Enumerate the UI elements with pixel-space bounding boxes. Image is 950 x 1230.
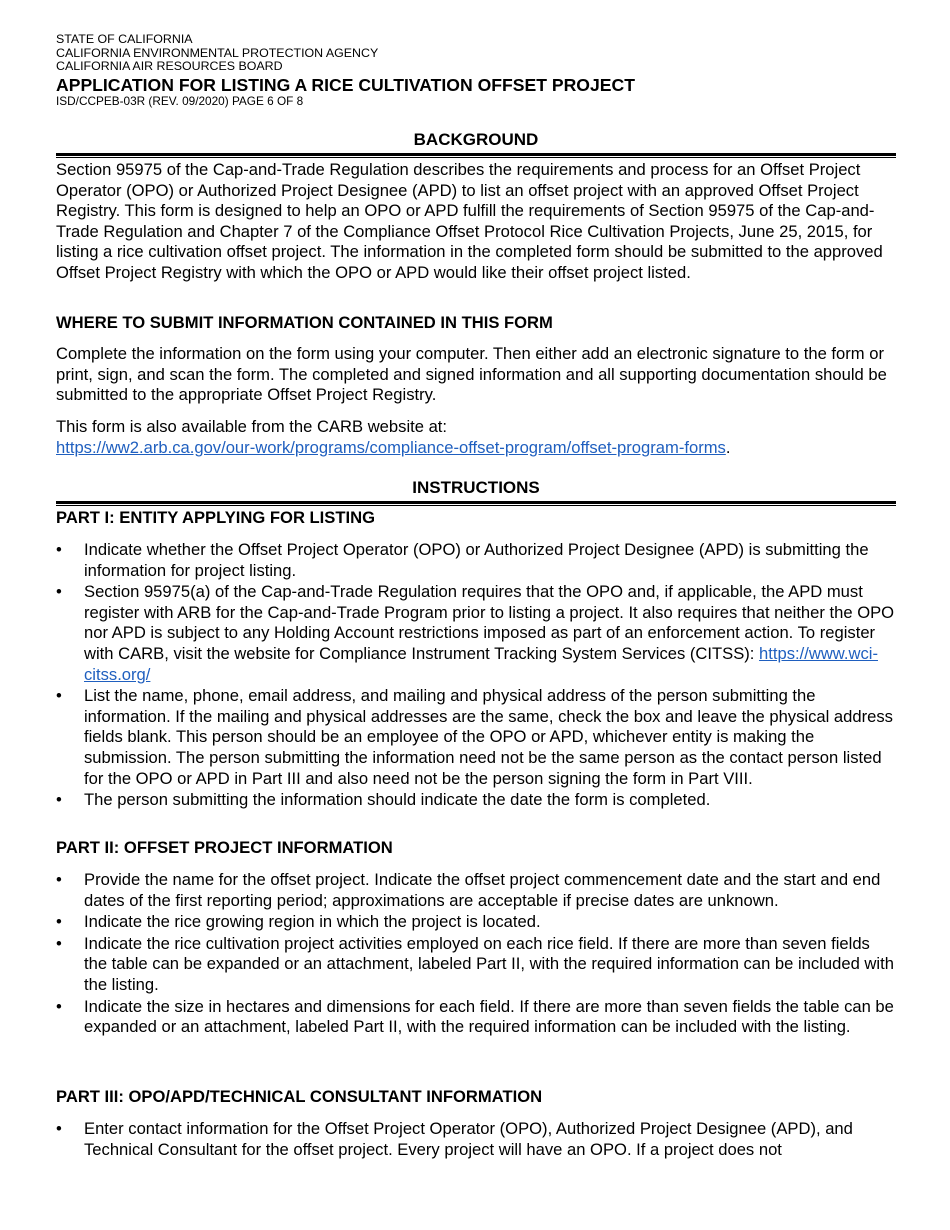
board-label: CALIFORNIA AIR RESOURCES BOARD [56,59,283,74]
background-rule [56,153,896,158]
part2-list [56,870,896,1039]
bullet-icon: • [56,933,62,953]
website-intro: This form is also available from the CARB website at: [56,417,448,436]
part1-list [56,540,896,812]
instructions-heading: INSTRUCTIONS [412,478,540,497]
submit-paragraph: Complete the information on the form using your computer. Then either add an electronic signature to the form or print, sign, and scan the form. The completed and signed information and all supporting documentation should be submitted to the appropriate Offset Project Registry. [56,344,887,405]
bullet-icon: • [56,870,62,889]
list-item: • Enter contact information for the Offset Project Operator (OPO), Authorized Project Designee (APD), and Technical Consultant for the offset project. Every project will have an OPO. If a project does not [56,1119,853,1159]
list-item: • List the name, phone, email address, and mailing and physical address of the person submitting the information. If the mailing and physical addresses are the same, check the box and leave the physical address fields blank. This person should be an employee of the OPO or APD, whichever entity is making the submission. The person submitting the information need not be the same person as the contact person listed for the OPO or APD in Part III and also need not be the person signing the form in Part VIII. [56,686,893,788]
bullet-icon: • [56,790,62,810]
part2-heading: PART II: OFFSET PROJECT INFORMATION [56,838,393,857]
part3-list [56,1119,896,1161]
state-label: STATE OF CALIFORNIA [56,32,193,46]
website-period: . [725,437,731,457]
bullet-icon: • [56,912,62,932]
list-item: • The person submitting the information should indicate the date the form is completed. [56,790,711,810]
citss-link[interactable]: https://www.wci-citss.org/ [84,643,878,684]
background-paragraph: Section 95975 of the Cap-and-Trade Regulation describes the requirements and process for an Offset Project Operator (OPO) or Authorized Project Designee (APD) to list an offset project with an approved Offset Project Registry. This form is designed to help an OPO or APD fulfill the requirements of Section 95975 of the Cap-and-Trade Regulation and Chapter 7 of the Compliance Offset Protocol Rice Cultivation Projects, June 25, 2015, for listing a rice cultivation offset project. The information in the completed form should be submitted to the approved Offset Project Registry with which the OPO or APD would like their offset project listed. [56,160,883,282]
bullet-icon: • [56,1119,62,1138]
list-item: • Indicate whether the Offset Project Operator (OPO) or Authorized Project Designee (APD) is submitting the information for project listing. [56,540,869,580]
bullet-icon: • [56,540,62,559]
part1-heading: PART I: ENTITY APPLYING FOR LISTING [56,508,375,527]
list-item: • Provide the name for the offset project. Indicate the offset project commencement date and the start and end dates of the first reporting period; approximations are acceptable if precise dates are unknown. [56,870,881,910]
form-number: ISD/CCPEB-03R (REV. 09/2020) PAGE 6 OF 8 [56,93,304,108]
list-item: • Indicate the rice growing region in which the project is located. [56,912,541,932]
instructions-rule [56,501,896,506]
website-paragraph [56,417,896,458]
submit-heading: WHERE TO SUBMIT INFORMATION CONTAINED IN THIS FORM [56,313,553,332]
list-item: • Section 95975(a) of the Cap-and-Trade Regulation requires that the OPO and, if applicable, the APD must register with ARB for the Cap-and-Trade Program prior to listing a project. It also requires that neither the OPO nor APD is subject to any Holding Account restrictions imposed as part of an enforcement action. To register with CARB, visit the website for Compliance Instrument Tracking System Services (CITSS): https://www.wci-citss.org/ [56,582,895,684]
list-item: • Indicate the rice cultivation project activities employed on each rice field. If there are more than seven fields the table can be expanded or an attachment, labeled Part II, with the required information can be included with the listing. [56,933,894,994]
agency-label: CALIFORNIA ENVIRONMENTAL PROTECTION AGENCY [56,45,379,60]
carb-forms-link[interactable]: https://ww2.arb.ca.gov/our-work/programs/compliance-offset-program/offset-program-forms [56,437,726,457]
part3-heading: PART III: OPO/APD/TECHNICAL CONSULTANT INFORMATION [56,1087,543,1106]
form-header [56,33,896,108]
form-title: APPLICATION FOR LISTING A RICE CULTIVATION OFFSET PROJECT [56,74,635,95]
background-heading: BACKGROUND [413,130,539,149]
bullet-icon: • [56,582,62,602]
bullet-icon: • [56,686,62,706]
list-item: • Indicate the size in hectares and dimensions for each field. If there are more than seven fields the table can be expanded or an attachment, labeled Part II, with the required information can be included with the listing. [56,996,894,1037]
bullet-icon: • [56,996,62,1016]
